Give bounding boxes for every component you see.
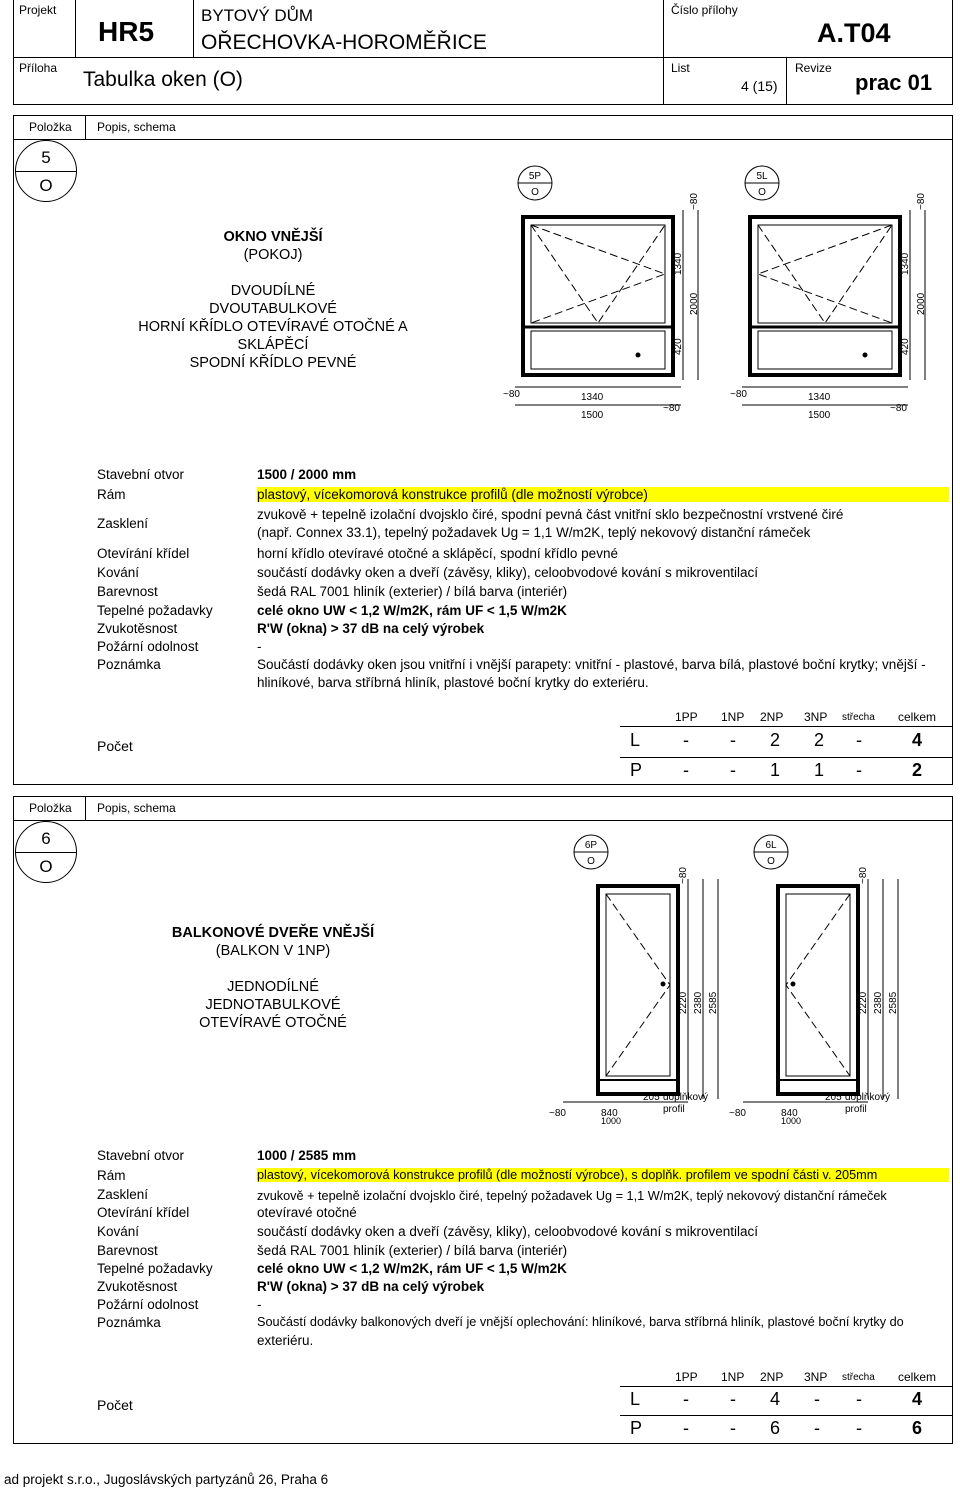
count-side: P bbox=[630, 760, 643, 780]
prop-value: celé okno UW < 1,2 W/m2K, rám UF < 1,5 W/m2K bbox=[257, 603, 567, 618]
prop-value-2: hliníkové, barva stříbrná hliník, plastové boční krytky do exteriéru. bbox=[257, 675, 649, 690]
count-head: celkem bbox=[898, 710, 937, 724]
dim-right: ~80 bbox=[890, 403, 907, 414]
desc-line: OTEVÍRAVÉ OTOČNÉ bbox=[199, 1015, 347, 1031]
count-cell: 1 bbox=[770, 760, 781, 780]
footer-text: ad projekt s.r.o., Jugoslávských partyzánů 26, Praha 6 bbox=[4, 1472, 329, 1487]
projekt-label: Projekt bbox=[19, 3, 57, 17]
item-marker bbox=[15, 140, 77, 202]
prop-value: R'W (okna) > 37 dB na celý výrobek bbox=[257, 1279, 485, 1294]
prop-label: Otevírání křídel bbox=[97, 1205, 190, 1220]
dim-left: ~80 bbox=[549, 1108, 566, 1119]
dim-w1: 840 bbox=[781, 1108, 798, 1119]
count-cell: 1 bbox=[814, 760, 825, 780]
prop-label: Požární odolnost bbox=[97, 639, 199, 654]
drawing-sub: O bbox=[767, 856, 775, 867]
popis-label: Popis, schema bbox=[97, 801, 176, 815]
projekt-code: HR5 bbox=[98, 16, 155, 47]
desc-line: DVOUDÍLNÉ bbox=[230, 283, 316, 299]
count-cell: - bbox=[814, 1389, 820, 1409]
count-cell: - bbox=[730, 1389, 736, 1409]
count-side: L bbox=[630, 1389, 641, 1409]
item-type: O bbox=[39, 176, 53, 195]
dim-right: ~80 bbox=[663, 403, 680, 414]
desc-title: OKNO VNĚJŠÍ bbox=[223, 229, 323, 245]
count-head: 2NP bbox=[760, 710, 784, 724]
list-label: List bbox=[671, 61, 690, 75]
prop-label: Poznámka bbox=[97, 1315, 161, 1330]
revize-label: Revize bbox=[795, 61, 832, 75]
count-cell: 6 bbox=[770, 1418, 781, 1438]
title-block bbox=[13, 0, 953, 105]
dim-w2: 1000 bbox=[601, 1116, 622, 1124]
count-head: 1PP bbox=[675, 1370, 698, 1384]
count-label: Počet bbox=[97, 1397, 133, 1413]
count-cell: - bbox=[814, 1418, 820, 1438]
count-cell: - bbox=[683, 1418, 689, 1438]
cislo-label: Číslo přílohy bbox=[671, 3, 738, 17]
door-drawing-6p bbox=[543, 834, 733, 1124]
popis-label: Popis, schema bbox=[97, 120, 176, 134]
desc-line: DVOUTABULKOVÉ bbox=[209, 301, 337, 317]
prop-label: Tepelné požadavky bbox=[97, 1261, 213, 1276]
count-cell: - bbox=[730, 760, 736, 780]
dim-total: 2000 bbox=[916, 292, 927, 315]
title-line2: OŘECHOVKA-HOROMĚŘICE bbox=[201, 31, 487, 54]
count-head: 1NP bbox=[721, 710, 745, 724]
prop-label: Rám bbox=[97, 487, 126, 502]
count-head: 3NP bbox=[804, 710, 828, 724]
dim-top: ~80 bbox=[858, 867, 869, 884]
window-drawing-5p bbox=[483, 165, 713, 430]
dim-top: ~80 bbox=[678, 867, 689, 884]
count-total: 4 bbox=[912, 1389, 923, 1409]
item-description bbox=[133, 924, 413, 1032]
note-profil: doplňkový profil bbox=[845, 1092, 891, 1115]
polozka-label: Položka bbox=[29, 801, 72, 815]
cislo-value: A.T04 bbox=[817, 18, 891, 48]
dim-w1: 1340 bbox=[808, 392, 831, 403]
prop-label: Stavební otvor bbox=[97, 467, 185, 482]
desc-line: JEDNODÍLNÉ bbox=[227, 979, 319, 995]
prop-label: Zvukotěsnost bbox=[97, 621, 178, 636]
item-number: 5 bbox=[41, 148, 51, 167]
prop-label: Otevírání křídel bbox=[97, 546, 190, 561]
dim-top: ~80 bbox=[916, 193, 927, 210]
prop-value: Součástí dodávky balkonových dveří je vnější oplechování: hliníkové, barva stříbrná hliník, plastové boční krytky do bbox=[257, 1315, 904, 1329]
prop-value: plastový, vícekomorová konstrukce profilů (dle možností výrobce) bbox=[257, 487, 949, 502]
dim-h3: 420 bbox=[900, 338, 911, 355]
prop-value: zvukově + tepelně izolační dvojsklo čiré, spodní pevná část vnitřní sklo bezpečnostní vrstvené čiré bbox=[257, 507, 844, 522]
item-marker bbox=[15, 821, 77, 883]
count-cell: - bbox=[856, 1389, 862, 1409]
dim-h2: 2380 bbox=[873, 991, 884, 1014]
note-profil: doplňkový profil bbox=[663, 1092, 709, 1115]
count-head: 2NP bbox=[760, 1370, 784, 1384]
prop-value: součástí dodávky oken a dveří (závěsy, kliky), celoobvodové kování s mikroventilací bbox=[257, 1224, 758, 1239]
priloha-value: Tabulka oken (O) bbox=[83, 68, 243, 91]
prop-label: Poznámka bbox=[97, 657, 161, 672]
prop-label: Požární odolnost bbox=[97, 1297, 199, 1312]
dim-left: ~80 bbox=[729, 1108, 746, 1119]
prop-value: - bbox=[257, 1297, 262, 1312]
prop-label: Barevnost bbox=[97, 584, 158, 599]
desc-line: SPODNÍ KŘÍDLO PEVNÉ bbox=[189, 355, 357, 371]
prop-value: horní křídlo otevíravé otočné a sklápěcí, spodní křídlo pevné bbox=[257, 546, 618, 561]
prop-label: Rám bbox=[97, 1168, 126, 1183]
count-total: 2 bbox=[912, 760, 923, 780]
prop-label: Barevnost bbox=[97, 1243, 158, 1258]
item-number: 6 bbox=[41, 829, 51, 848]
drawing-sub: O bbox=[587, 856, 595, 867]
count-head: střecha bbox=[842, 1372, 875, 1383]
revize-value: prac 01 bbox=[855, 70, 933, 95]
count-cell: 4 bbox=[770, 1389, 781, 1409]
count-head: 3NP bbox=[804, 1370, 828, 1384]
dim-total: 2585 bbox=[708, 991, 719, 1014]
drawing-tag: 5L bbox=[756, 171, 768, 182]
prop-label: Kování bbox=[97, 565, 140, 580]
prop-value: zvukově + tepelně izolační dvojsklo čiré, tepelný požadavek Ug = 1,1 W/m2K, teplý nekovový distanční rámeček bbox=[257, 1189, 887, 1203]
desc-line: (BALKON V 1NP) bbox=[215, 943, 331, 959]
prop-value: Součástí dodávky oken jsou vnitřní i vnější parapety: vnitřní - plastové, barva bílá, plastové boční krytky; vnější - bbox=[257, 657, 926, 672]
dim-h3: 420 bbox=[673, 338, 684, 355]
dim-top: ~80 bbox=[689, 193, 700, 210]
count-label: Počet bbox=[97, 738, 133, 754]
prop-label: Stavební otvor bbox=[97, 1148, 185, 1163]
dim-bot2: 205 bbox=[825, 1092, 842, 1103]
prop-label: Kování bbox=[97, 1224, 140, 1239]
prop-value: součástí dodávky oken a dveří (závěsy, kliky), celoobvodové kování s mikroventilací bbox=[257, 565, 758, 580]
prop-value: šedá RAL 7001 hliník (exterier) / bílá barva (interiér) bbox=[257, 584, 568, 599]
count-cell: - bbox=[856, 730, 862, 750]
prop-value: plastový, vícekomorová konstrukce profilů (dle možností výrobce), s doplňk. profilem ve spodní části v. 205mm bbox=[257, 1168, 949, 1182]
count-side: P bbox=[630, 1418, 643, 1438]
list-value: 4 (15) bbox=[741, 78, 778, 94]
prop-value: 1500 / 2000 mm bbox=[257, 467, 357, 482]
prop-value-2: exteriéru. bbox=[257, 1333, 314, 1348]
count-cell: - bbox=[683, 760, 689, 780]
item-section-6 bbox=[13, 796, 953, 1444]
desc-line: JEDNOTABULKOVÉ bbox=[205, 997, 341, 1013]
dim-h2: 2380 bbox=[693, 991, 704, 1014]
polozka-label: Položka bbox=[29, 120, 72, 134]
desc-line: SKLÁPĚCÍ bbox=[237, 337, 309, 353]
title-line1: BYTOVÝ DŮM bbox=[201, 6, 314, 25]
prop-value: 1000 / 2585 mm bbox=[257, 1148, 357, 1163]
count-cell: - bbox=[730, 730, 736, 750]
count-head: 1PP bbox=[675, 710, 698, 724]
drawing-tag: 6L bbox=[765, 840, 777, 851]
desc-title: BALKONOVÉ DVEŘE VNĚJŠÍ bbox=[171, 925, 375, 941]
count-head: 1NP bbox=[721, 1370, 745, 1384]
door-drawing-6l bbox=[723, 834, 913, 1124]
drawing-sub: O bbox=[758, 187, 766, 198]
prop-value: šedá RAL 7001 hliník (exterier) / bílá barva (interiér) bbox=[257, 1243, 568, 1258]
count-cell: - bbox=[730, 1418, 736, 1438]
prop-label: Zasklení bbox=[97, 516, 149, 531]
dim-w1: 1340 bbox=[581, 392, 604, 403]
prop-label: Zasklení bbox=[97, 1187, 149, 1202]
dim-h1: 1340 bbox=[900, 252, 911, 275]
dim-total: 2000 bbox=[689, 292, 700, 315]
count-head: celkem bbox=[898, 1370, 937, 1384]
dim-w2: 1500 bbox=[808, 410, 831, 421]
count-side: L bbox=[630, 730, 641, 750]
prop-label: Tepelné požadavky bbox=[97, 603, 213, 618]
prop-value: otevíravé otočné bbox=[257, 1205, 357, 1220]
dim-w1: 840 bbox=[601, 1108, 618, 1119]
count-cell: 2 bbox=[770, 730, 781, 750]
drawing-sub: O bbox=[531, 187, 539, 198]
priloha-label: Příloha bbox=[19, 61, 58, 75]
prop-value-2: (např. Connex 33.1), tepelný požadavek Ug = 1,1 W/m2K, teplý nekovový distanční rámeček bbox=[257, 525, 811, 540]
dim-h1: 1340 bbox=[673, 252, 684, 275]
dim-left: ~80 bbox=[730, 389, 747, 400]
count-cell: - bbox=[856, 760, 862, 780]
count-cell: - bbox=[683, 730, 689, 750]
count-cell: 2 bbox=[814, 730, 825, 750]
dim-w2: 1000 bbox=[781, 1116, 802, 1124]
dim-w2: 1500 bbox=[581, 410, 604, 421]
item-description bbox=[133, 228, 413, 372]
count-cell: - bbox=[856, 1418, 862, 1438]
desc-line: (POKOJ) bbox=[243, 247, 303, 263]
count-cell: - bbox=[683, 1389, 689, 1409]
item-type: O bbox=[39, 857, 53, 876]
dim-h1: 2220 bbox=[858, 991, 869, 1014]
count-head: střecha bbox=[842, 712, 875, 723]
drawing-tag: 6P bbox=[584, 840, 598, 851]
prop-value: - bbox=[257, 639, 262, 654]
prop-value: R'W (okna) > 37 dB na celý výrobek bbox=[257, 621, 485, 636]
dim-bot2: 205 bbox=[643, 1092, 660, 1103]
window-drawing-5l bbox=[710, 165, 940, 430]
dim-total: 2585 bbox=[888, 991, 899, 1014]
prop-label: Zvukotěsnost bbox=[97, 1279, 178, 1294]
drawing-tag: 5P bbox=[528, 171, 542, 182]
count-total: 4 bbox=[912, 730, 923, 750]
count-total: 6 bbox=[912, 1418, 923, 1438]
desc-line: HORNÍ KŘÍDLO OTEVÍRAVÉ OTOČNÉ A bbox=[138, 319, 408, 335]
dim-h1: 2220 bbox=[678, 991, 689, 1014]
prop-value: celé okno UW < 1,2 W/m2K, rám UF < 1,5 W/m2K bbox=[257, 1261, 567, 1276]
dim-left: ~80 bbox=[503, 389, 520, 400]
